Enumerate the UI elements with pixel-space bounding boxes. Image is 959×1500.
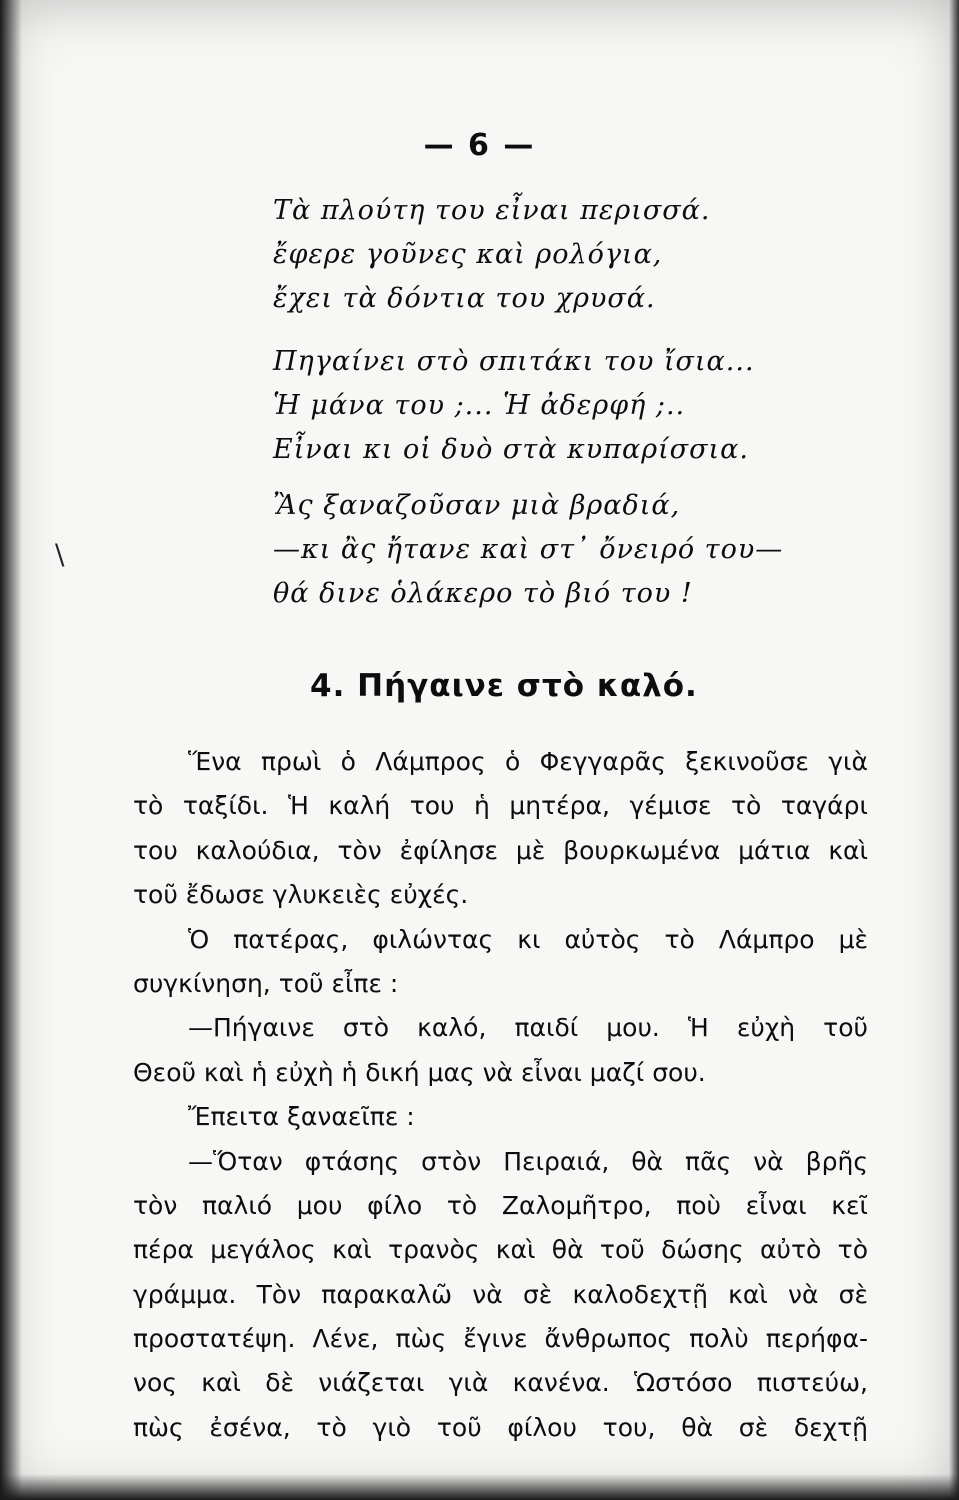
prose-line: Ἕνα πρωὶ ὁ Λάμπρος ὁ Φεγγαρᾶς ξεκινοῦσε γιὰ <box>188 747 868 776</box>
poem-stanza-3 <box>273 484 783 616</box>
prose-line: Θεοῦ καὶ ἡ εὐχὴ ἡ δική μας νὰ εἶναι μαζί σου. <box>133 1057 706 1087</box>
poem-line: Ἂς ξαναζοῦσαν μιὰ βραδιά, <box>273 490 681 521</box>
poem-stanza-2 <box>273 340 755 472</box>
margin-pencil-mark: \ <box>55 538 65 571</box>
prose-line: τὸ ταξίδι. Ἡ καλή του ἡ μητέρα, γέμισε τὸ ταγάρι <box>133 791 868 821</box>
poem-line: ἔχει τὰ δόντια του χρυσά. <box>273 283 656 314</box>
poem-line: Εἶναι κι οἱ δυὸ στὰ κυπαρίσσια. <box>273 434 749 465</box>
poem-line: —κι ἂς ἤτανε καὶ στ᾽ ὄνειρό του— <box>273 534 784 565</box>
prose-line: —Ὅταν φτάσης στὸν Πειραιά, θὰ πᾶς νὰ βρῆς <box>188 1146 868 1176</box>
prose-line: του καλούδια, τὸν ἐφίλησε μὲ βουρκωμένα μάτια καὶ <box>133 835 868 865</box>
prose-line: —Πήγαινε στὸ καλό, παιδί μου. Ἡ εὐχὴ τοῦ <box>188 1013 868 1043</box>
prose-line: νος καὶ δὲ νιάζεται γιὰ κανένα. Ὡστόσο πιστεύω, <box>133 1368 868 1398</box>
page-bottom-edge-shadow <box>0 1474 959 1500</box>
prose-line: πέρα μεγάλος καὶ τρανὸς καὶ θὰ τοῦ δώσης αὐτὸ τὸ <box>133 1235 868 1265</box>
poem-line: Πηγαίνει στὸ σπιτάκι του ἴσια... <box>273 346 755 377</box>
prose-line: πὼς ἐσένα, τὸ γιὸ τοῦ φίλου του, θὰ σὲ δεχτῇ <box>133 1412 868 1442</box>
prose-line: τὸν παλιό μου φίλο τὸ Ζαλομῆτρο, ποὺ εἶναι κεῖ <box>133 1190 868 1220</box>
prose-line: Ἔπειτα ξαναεῖπε : <box>188 1102 415 1132</box>
poem-line: ἔφερε γοῦνες καὶ ρολόγια, <box>273 239 663 270</box>
poem-line: Τὰ πλούτη του εἶναι περισσά. <box>273 195 711 226</box>
prose-line: Ὁ πατέρας, φιλώντας κι αὐτὸς τὸ Λάμπρο μὲ <box>188 924 868 954</box>
page-left-edge-shadow <box>0 0 22 1500</box>
section-heading: 4. Πήγαινε στὸ καλό. <box>310 668 698 704</box>
poem-line: Ἡ μάνα του ;... Ἡ ἀδερφή ;.. <box>273 390 686 421</box>
prose-body <box>133 740 868 1450</box>
prose-line: προστατέψη. Λένε, πὼς ἔγινε ἄνθρωπος πολὺ περήφα- <box>133 1324 868 1354</box>
page-number: — 6 — <box>423 128 536 163</box>
poem-stanza-1 <box>273 189 711 321</box>
prose-line: τοῦ ἔδωσε γλυκειὲς εὐχές. <box>133 880 469 910</box>
prose-line: γράμμα. Τὸν παρακαλῶ νὰ σὲ καλοδεχτῇ καὶ νὰ σὲ <box>133 1279 868 1309</box>
prose-line: συγκίνηση, τοῦ εἶπε : <box>133 968 399 998</box>
page-right-edge-shadow <box>949 0 959 1500</box>
poem-line: θά δινε ὁλάκερο τὸ βιό του ! <box>273 578 693 609</box>
